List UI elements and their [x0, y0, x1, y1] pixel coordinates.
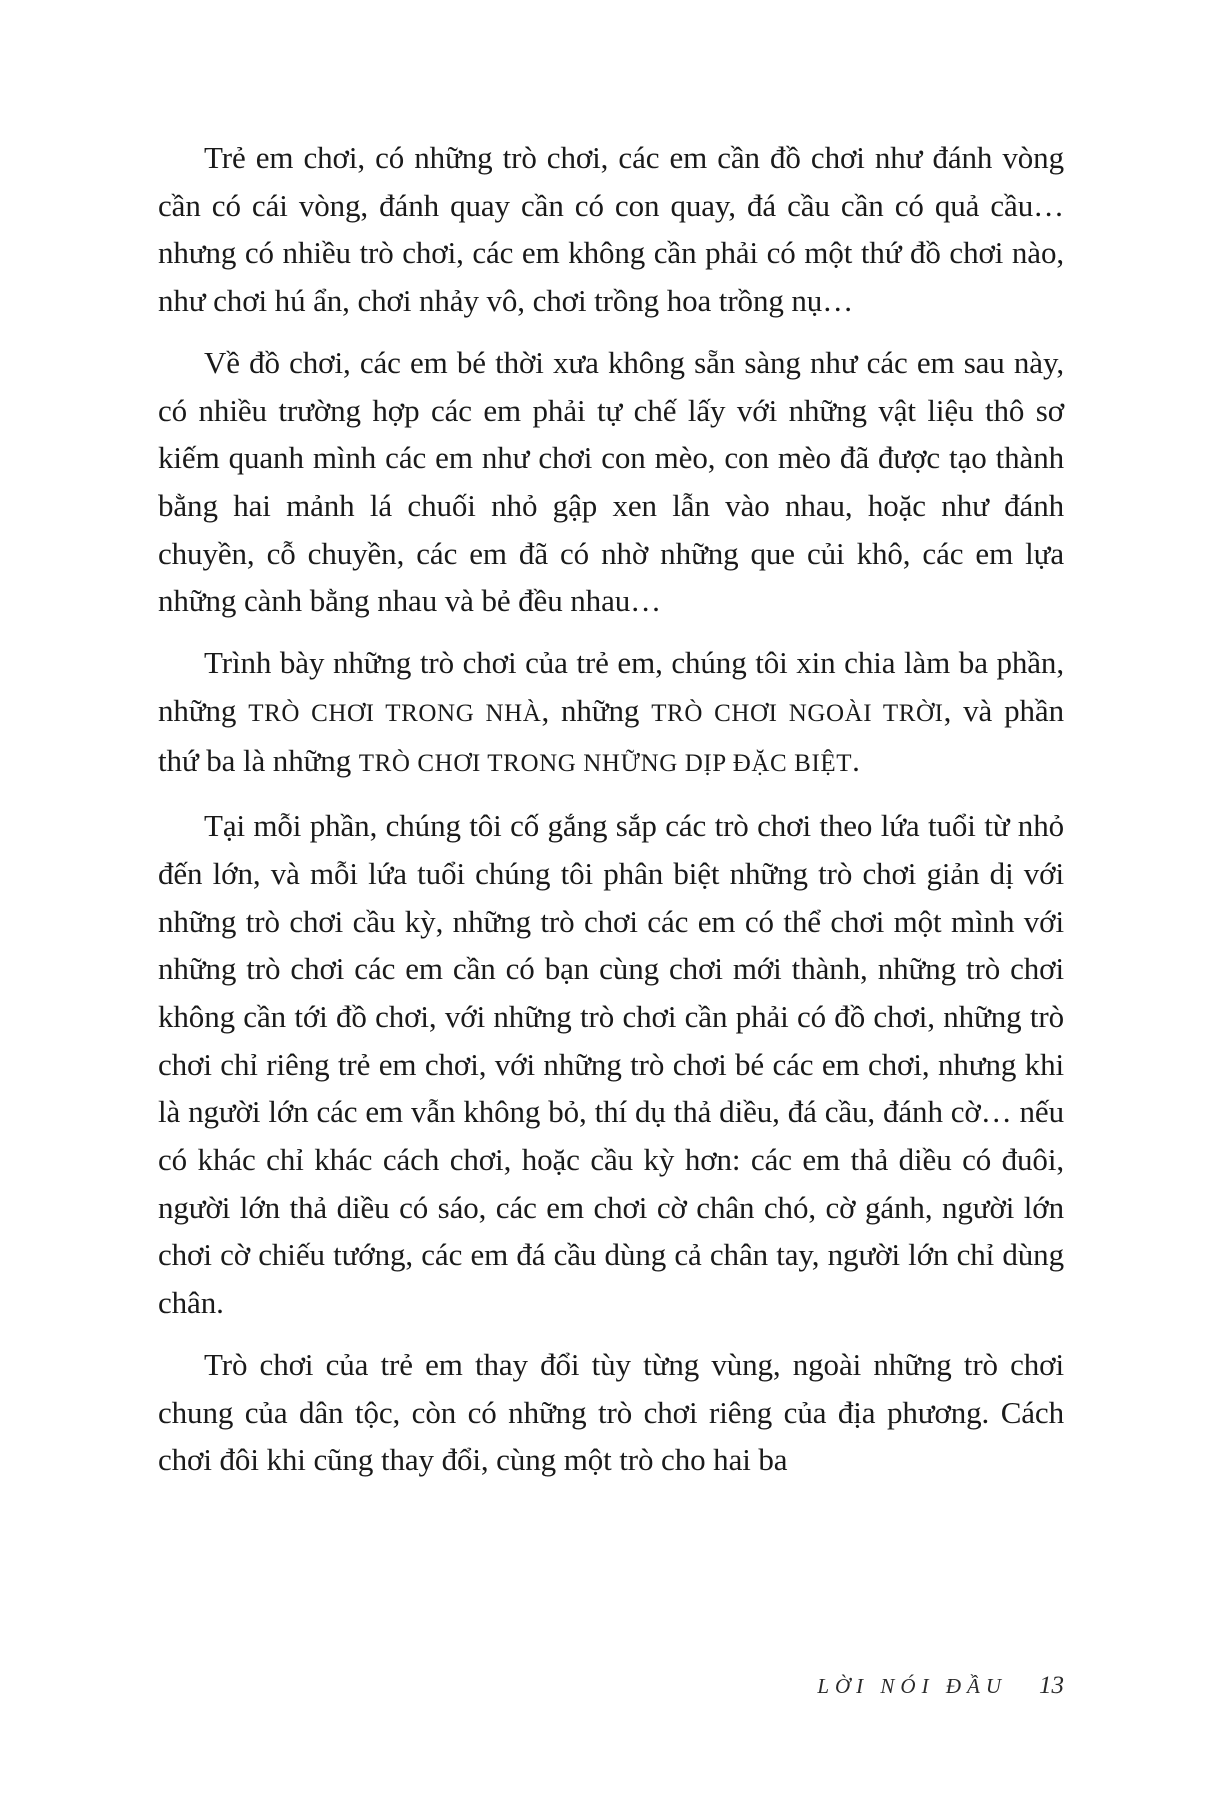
paragraph-3-text-2: , những	[541, 692, 652, 728]
paragraph-3-text-3: , và phần thứ ba là những	[158, 692, 1064, 779]
paragraph-2: Về đồ chơi, các em bé thời xưa không sẵn sàng như các em sau này, có nhiều trường hợp các em phải tự chế lấy với những vật liệu thô sơ kiếm quanh mình các em như chơi con mèo, con mèo đã được tạo thành bằng hai mảnh lá chuối nhỏ gập xen lẫn vào nhau, hoặc như đánh chuyền, cỗ chuyền, các em đã có nhờ những que củi khô, các em lựa những cành bằng nhau và bẻ đều nhau…	[158, 344, 1064, 619]
section-name-outdoor-games: TRÒ CHƠI NGOÀI TRỜI	[651, 699, 944, 727]
paragraph-4: Tại mỗi phần, chúng tôi cố gắng sắp các trò chơi theo lứa tuổi từ nhỏ đến lớn, và mỗi lứa tuổi chúng tôi phân biệt những trò chơi giản dị với những trò chơi cầu kỳ, những trò chơi các em có thể chơi một mình với những trò chơi các em cần có bạn cùng chơi mới thành, những trò chơi không cần tới đồ chơi, với những trò chơi cần phải có đồ chơi, những trò chơi chỉ riêng trẻ em chơi, với những trò chơi bé các em chơi, nhưng khi là người lớn các em vẫn không bỏ, thí dụ thả diều, đá cầu, đánh cờ… nếu có khác chỉ khác cách chơi, hoặc cầu kỳ hơn: các em thả diều có đuôi, người lớn thả diều có sáo, các em chơi cờ chân chó, cờ gánh, người lớn chơi cờ chiếu tướng, các em đá cầu dùng cả chân tay, người lớn chỉ dùng chân.	[158, 808, 1064, 1321]
page-body	[158, 134, 1064, 1498]
paragraph-3	[158, 639, 1064, 788]
section-name-indoor-games: TRÒ CHƠI TRONG NHÀ	[248, 699, 542, 727]
page-number: 13	[1039, 1672, 1064, 1699]
section-name-special-occasion-games: TRÒ CHƠI TRONG NHỮNG DỊP ĐẶC BIỆT	[358, 750, 853, 778]
paragraph-3-text-1: Trình bày những trò chơi của trẻ em, chúng tôi xin chia làm ba phần, những	[158, 645, 1064, 728]
paragraph-5: Trò chơi của trẻ em thay đổi tùy từng vùng, ngoài những trò chơi chung của dân tộc, còn có những trò chơi riêng của địa phương. Cách chơi đôi khi cũng thay đổi, cùng một trò cho hai ba	[158, 1346, 1064, 1478]
paragraph-1: Trẻ em chơi, có những trò chơi, các em cần đồ chơi như đánh vòng cần có cái vòng, đánh quay cần có con quay, đá cầu cần có quả cầu… nhưng có nhiều trò chơi, các em không cần phải có một thứ đồ chơi nào, như chơi hú ẩn, chơi nhảy vô, chơi trồng hoa trồng nụ…	[158, 140, 1064, 319]
page-footer	[817, 1672, 1064, 1700]
running-head: LỜI NÓI ĐẦU	[817, 1674, 1007, 1698]
paragraph-3-text-4: .	[852, 743, 860, 779]
